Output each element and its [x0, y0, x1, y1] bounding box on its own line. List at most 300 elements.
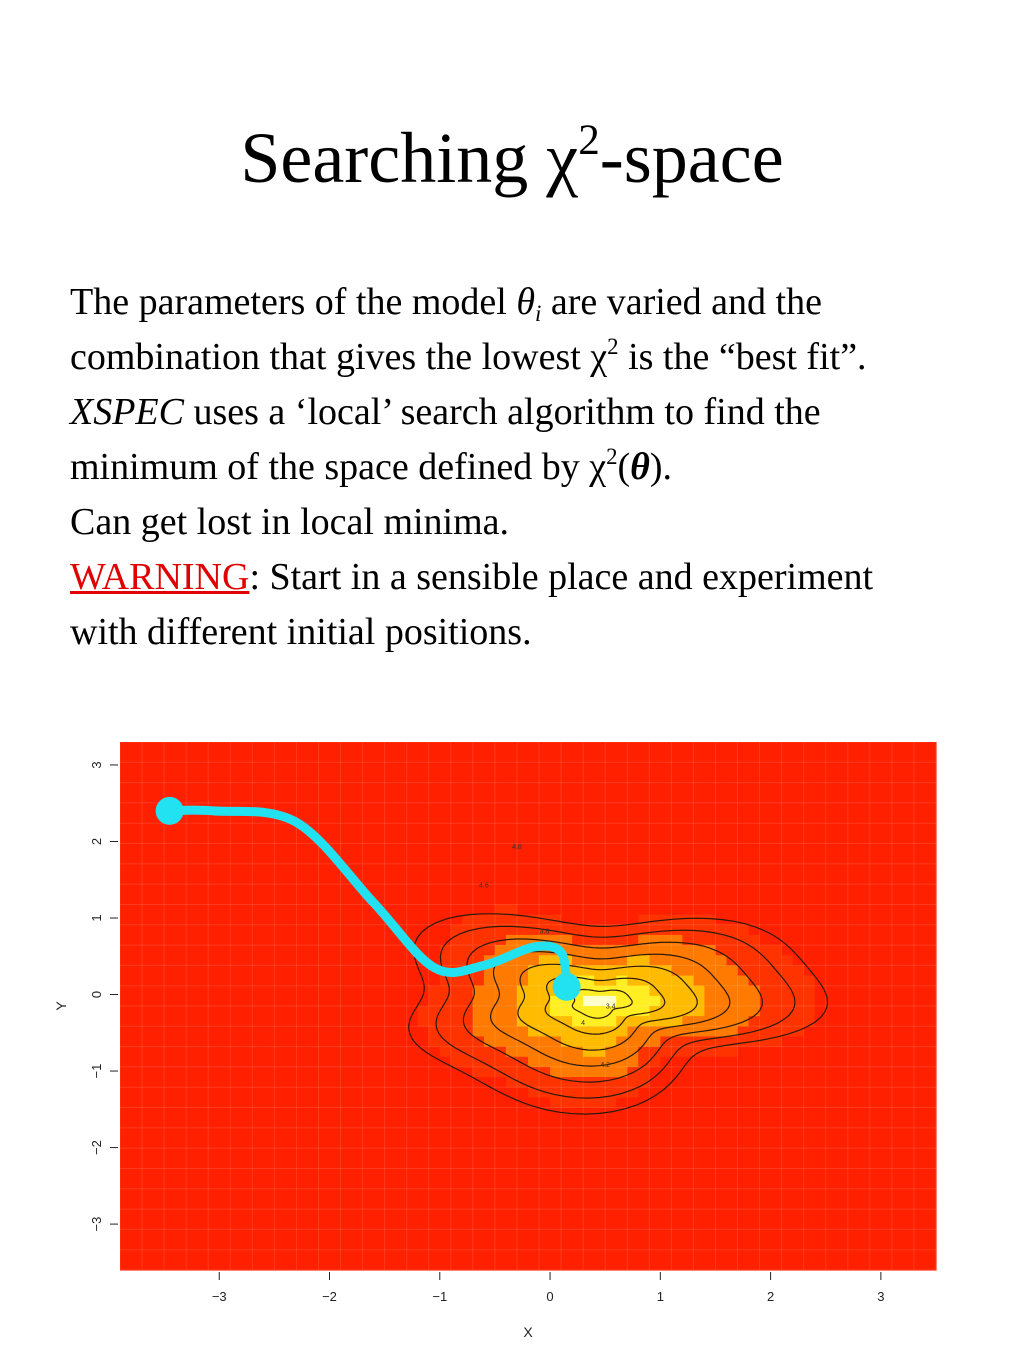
heat-cell	[429, 813, 441, 824]
heat-cell	[848, 904, 860, 915]
heat-cell	[870, 904, 882, 915]
heat-cell	[870, 1108, 882, 1119]
heat-cell	[307, 1229, 319, 1240]
heat-cell	[451, 1260, 463, 1271]
heat-cell	[925, 904, 937, 915]
y-tick-label: −2	[89, 1140, 104, 1155]
heat-cell	[396, 1128, 408, 1139]
heat-cell	[252, 1240, 264, 1251]
heat-cell	[252, 833, 264, 844]
heat-cell	[870, 884, 882, 895]
heat-cell	[738, 742, 750, 753]
heat-cell	[451, 874, 463, 885]
heat-cell	[252, 986, 264, 997]
heat-cell	[726, 1158, 738, 1169]
heat-cell	[771, 1057, 783, 1068]
heat-cell	[903, 833, 915, 844]
heat-cell	[418, 783, 430, 794]
heat-cell	[495, 772, 507, 783]
heat-cell	[771, 762, 783, 773]
heat-cell	[341, 894, 353, 905]
heat-cell	[539, 1168, 551, 1179]
heat-cell	[142, 935, 154, 946]
heat-cell	[793, 1118, 805, 1129]
heat-cell	[671, 1148, 683, 1159]
heat-cell	[352, 935, 364, 946]
heat-cell	[131, 1016, 143, 1027]
heat-cell	[142, 945, 154, 956]
heat-cell	[396, 1036, 408, 1047]
heat-cell	[374, 1209, 386, 1220]
heat-cell	[660, 976, 672, 987]
heat-cell	[848, 1016, 860, 1027]
heat-cell	[605, 1016, 617, 1027]
heat-cell	[616, 1250, 628, 1261]
heat-cell	[164, 1006, 176, 1017]
heat-cell	[120, 935, 132, 946]
heat-cell	[506, 752, 518, 763]
heat-cell	[594, 1128, 606, 1139]
heat-cell	[815, 1168, 827, 1179]
heat-cell	[693, 1057, 705, 1068]
heat-cell	[594, 1077, 606, 1088]
heat-cell	[164, 1199, 176, 1210]
heat-cell	[418, 1179, 430, 1190]
heat-cell	[616, 1148, 628, 1159]
heat-cell	[682, 884, 694, 895]
heat-cell	[671, 752, 683, 763]
heat-cell	[738, 1026, 750, 1037]
heat-cell	[892, 945, 904, 956]
heat-cell	[649, 854, 661, 865]
heat-cell	[870, 1250, 882, 1261]
heat-cell	[495, 884, 507, 895]
heat-cell	[374, 833, 386, 844]
heat-cell	[859, 742, 871, 753]
heat-cell	[208, 904, 220, 915]
heat-cell	[881, 1168, 893, 1179]
heat-cell	[330, 976, 342, 987]
heat-cell	[638, 986, 650, 997]
heat-cell	[848, 945, 860, 956]
heat-cell	[330, 1036, 342, 1047]
heat-cell	[605, 783, 617, 794]
heat-cell	[881, 752, 893, 763]
heat-cell	[715, 1138, 727, 1149]
heat-cell	[473, 1158, 485, 1169]
heat-cell	[771, 1229, 783, 1240]
heat-cell	[363, 1179, 375, 1190]
heat-cell	[925, 1240, 937, 1251]
heat-cell	[296, 752, 308, 763]
heat-cell	[528, 742, 540, 753]
heat-cell	[859, 844, 871, 855]
heat-cell	[252, 1047, 264, 1058]
heat-cell	[164, 1158, 176, 1169]
heat-cell	[230, 1006, 242, 1017]
heat-cell	[782, 1260, 794, 1271]
heat-cell	[782, 1209, 794, 1220]
heat-cell	[330, 1118, 342, 1129]
heat-cell	[583, 1250, 595, 1261]
heat-cell	[506, 813, 518, 824]
heat-cell	[771, 986, 783, 997]
heat-cell	[704, 1067, 716, 1078]
heat-cell	[495, 833, 507, 844]
heat-cell	[230, 772, 242, 783]
heat-cell	[230, 762, 242, 773]
heat-cell	[197, 915, 209, 926]
heat-cell	[837, 823, 849, 834]
heat-cell	[219, 1077, 231, 1088]
heat-cell	[352, 1179, 364, 1190]
heat-cell	[506, 793, 518, 804]
heat-cell	[374, 1219, 386, 1230]
heat-cell	[120, 1016, 132, 1027]
heat-cell	[318, 894, 330, 905]
heat-cell	[263, 844, 275, 855]
heat-cell	[726, 742, 738, 753]
heat-cell	[241, 1026, 253, 1037]
heat-cell	[550, 1229, 562, 1240]
heat-cell	[594, 915, 606, 926]
heat-cell	[341, 844, 353, 855]
heat-cell	[495, 813, 507, 824]
heat-cell	[881, 935, 893, 946]
heat-cell	[186, 823, 198, 834]
heat-cell	[881, 1097, 893, 1108]
heat-cell	[627, 1240, 639, 1251]
heat-cell	[296, 976, 308, 987]
heat-cell	[826, 986, 838, 997]
heat-cell	[307, 762, 319, 773]
heat-cell	[892, 752, 904, 763]
heat-cell	[274, 996, 286, 1007]
heat-cell	[693, 1108, 705, 1119]
heat-cell	[407, 884, 419, 895]
heat-cell	[153, 1026, 165, 1037]
heat-cell	[462, 1229, 474, 1240]
heat-cell	[859, 1229, 871, 1240]
heat-cell	[760, 976, 772, 987]
heat-cell	[208, 884, 220, 895]
heat-cell	[804, 813, 816, 824]
heat-cell	[848, 1179, 860, 1190]
heat-cell	[826, 1057, 838, 1068]
heat-cell	[583, 1087, 595, 1098]
heat-cell	[793, 1036, 805, 1047]
heat-cell	[120, 1047, 132, 1058]
heat-cell	[528, 884, 540, 895]
heat-cell	[142, 915, 154, 926]
heat-cell	[296, 1250, 308, 1261]
heat-cell	[153, 752, 165, 763]
heat-cell	[859, 1148, 871, 1159]
heat-cell	[804, 915, 816, 926]
heat-cell	[616, 1118, 628, 1129]
heat-cell	[870, 986, 882, 997]
heat-cell	[506, 1229, 518, 1240]
heat-cell	[826, 1168, 838, 1179]
heat-cell	[826, 742, 838, 753]
heat-cell	[341, 1260, 353, 1271]
heat-cell	[605, 1179, 617, 1190]
heat-cell	[804, 1250, 816, 1261]
heat-cell	[385, 742, 397, 753]
heat-cell	[274, 1006, 286, 1017]
heat-cell	[870, 1158, 882, 1169]
heat-cell	[175, 996, 187, 1007]
heat-cell	[892, 1128, 904, 1139]
heat-cell	[418, 803, 430, 814]
heat-cell	[142, 772, 154, 783]
heat-cell	[263, 945, 275, 956]
heat-cell	[197, 762, 209, 773]
heat-cell	[837, 762, 849, 773]
heat-cell	[583, 1199, 595, 1210]
heat-cell	[760, 965, 772, 976]
heat-cell	[142, 793, 154, 804]
heat-cell	[175, 955, 187, 966]
heat-cell	[660, 1097, 672, 1108]
heat-cell	[307, 1199, 319, 1210]
heat-cell	[815, 813, 827, 824]
heat-cell	[914, 1067, 926, 1078]
heat-cell	[363, 762, 375, 773]
heat-cell	[583, 965, 595, 976]
heat-cell	[495, 1006, 507, 1017]
heat-cell	[726, 1087, 738, 1098]
heat-cell	[704, 915, 716, 926]
heat-cell	[341, 823, 353, 834]
heat-cell	[561, 1097, 573, 1108]
heat-cell	[627, 772, 639, 783]
heat-cell	[826, 1138, 838, 1149]
heat-cell	[208, 1158, 220, 1169]
heat-cell	[186, 976, 198, 987]
heat-cell	[638, 823, 650, 834]
heat-cell	[848, 1097, 860, 1108]
heat-cell	[815, 1240, 827, 1251]
heat-cell	[594, 874, 606, 885]
heat-cell	[583, 1138, 595, 1149]
heat-cell	[782, 1240, 794, 1251]
heat-cell	[881, 894, 893, 905]
heat-cell	[219, 1057, 231, 1068]
heat-cell	[638, 854, 650, 865]
heat-cell	[693, 1229, 705, 1240]
heat-cell	[363, 965, 375, 976]
heat-cell	[208, 772, 220, 783]
heat-cell	[782, 1158, 794, 1169]
heat-cell	[782, 1168, 794, 1179]
heat-cell	[738, 996, 750, 1007]
heat-cell	[153, 874, 165, 885]
heat-cell	[760, 772, 772, 783]
heat-cell	[418, 874, 430, 885]
heat-cell	[407, 986, 419, 997]
heat-cell	[473, 1138, 485, 1149]
heat-cell	[859, 996, 871, 1007]
heat-cell	[870, 1189, 882, 1200]
heat-cell	[638, 1138, 650, 1149]
heat-cell	[793, 945, 805, 956]
heat-cell	[164, 915, 176, 926]
heat-cell	[892, 783, 904, 794]
heat-cell	[252, 1036, 264, 1047]
heat-cell	[704, 823, 716, 834]
heat-cell	[429, 1057, 441, 1068]
heat-cell	[285, 1108, 297, 1119]
heat-cell	[749, 1209, 761, 1220]
heat-cell	[804, 996, 816, 1007]
heat-cell	[307, 1179, 319, 1190]
heat-cell	[660, 1229, 672, 1240]
heat-cell	[396, 1250, 408, 1261]
heat-cell	[341, 783, 353, 794]
heat-cell	[175, 1219, 187, 1230]
x-axis-title: X	[523, 1324, 533, 1340]
heat-cell	[440, 1148, 452, 1159]
heat-cell	[385, 762, 397, 773]
heat-cell	[285, 1138, 297, 1149]
heat-cell	[561, 1260, 573, 1271]
heat-cell	[318, 1229, 330, 1240]
heat-cell	[837, 1189, 849, 1200]
heat-cell	[186, 1229, 198, 1240]
heat-cell	[892, 1260, 904, 1271]
heat-cell	[164, 1148, 176, 1159]
heat-cell	[715, 833, 727, 844]
heat-cell	[749, 935, 761, 946]
heat-cell	[682, 965, 694, 976]
heat-cell	[307, 783, 319, 794]
heat-cell	[241, 1047, 253, 1058]
heat-cell	[771, 904, 783, 915]
heat-cell	[197, 1057, 209, 1068]
heat-cell	[925, 1108, 937, 1119]
heat-cell	[660, 894, 672, 905]
heat-cell	[307, 752, 319, 763]
heat-cell	[550, 1199, 562, 1210]
heat-cell	[296, 1006, 308, 1017]
heat-cell	[914, 1219, 926, 1230]
heat-cell	[848, 1168, 860, 1179]
heat-cell	[682, 1209, 694, 1220]
heat-cell	[738, 1108, 750, 1119]
heat-cell	[539, 1118, 551, 1129]
heat-cell	[341, 1026, 353, 1037]
heat-cell	[407, 823, 419, 834]
heat-cell	[572, 904, 584, 915]
heat-cell	[881, 1138, 893, 1149]
x-tick-label: 1	[656, 1289, 664, 1304]
heat-cell	[374, 844, 386, 855]
heat-cell	[429, 1189, 441, 1200]
heat-cell	[164, 965, 176, 976]
heat-cell	[418, 1077, 430, 1088]
heat-cell	[793, 1067, 805, 1078]
heat-cell	[230, 823, 242, 834]
heat-cell	[738, 844, 750, 855]
heat-cell	[396, 986, 408, 997]
heat-cell	[682, 823, 694, 834]
heat-cell	[738, 1229, 750, 1240]
heat-cell	[903, 1118, 915, 1129]
heat-cell	[638, 833, 650, 844]
heat-cell	[352, 955, 364, 966]
heat-cell	[760, 1158, 772, 1169]
heat-cell	[307, 1189, 319, 1200]
heat-cell	[451, 1057, 463, 1068]
heat-cell	[131, 793, 143, 804]
heat-cell	[495, 793, 507, 804]
heat-cell	[142, 1260, 154, 1271]
heat-cell	[583, 813, 595, 824]
heat-cell	[385, 996, 397, 1007]
heat-cell	[903, 1219, 915, 1230]
heat-cell	[462, 1036, 474, 1047]
heat-cell	[550, 1260, 562, 1271]
heat-cell	[175, 1209, 187, 1220]
heat-cell	[572, 1179, 584, 1190]
heat-cell	[848, 844, 860, 855]
heat-cell	[429, 996, 441, 1007]
heat-cell	[771, 1199, 783, 1210]
heat-cell	[263, 1209, 275, 1220]
heat-cell	[726, 783, 738, 794]
heat-cell	[782, 1189, 794, 1200]
heat-cell	[263, 1057, 275, 1068]
heat-cell	[219, 844, 231, 855]
heat-cell	[870, 803, 882, 814]
heat-cell	[120, 1260, 132, 1271]
heat-cell	[704, 1026, 716, 1037]
heat-cell	[208, 1057, 220, 1068]
heat-cell	[462, 1189, 474, 1200]
heat-cell	[429, 884, 441, 895]
heat-cell	[804, 1047, 816, 1058]
heat-cell	[771, 1006, 783, 1017]
heat-cell	[318, 864, 330, 875]
heat-cell	[175, 1199, 187, 1210]
heat-cell	[616, 1199, 628, 1210]
heat-cell	[462, 915, 474, 926]
heat-cell	[263, 1179, 275, 1190]
heat-cell	[826, 1158, 838, 1169]
heat-cell	[749, 915, 761, 926]
heat-cell	[815, 945, 827, 956]
heat-cell	[285, 955, 297, 966]
heat-cell	[793, 894, 805, 905]
heat-cell	[451, 742, 463, 753]
heat-cell	[837, 1148, 849, 1159]
heat-cell	[473, 1067, 485, 1078]
heat-cell	[429, 1006, 441, 1017]
heat-cell	[186, 1158, 198, 1169]
heat-cell	[804, 1158, 816, 1169]
heat-cell	[903, 1168, 915, 1179]
heat-cell	[848, 1006, 860, 1017]
heat-cell	[594, 1148, 606, 1159]
heat-cell	[396, 742, 408, 753]
heat-cell	[241, 1260, 253, 1271]
heat-cell	[892, 884, 904, 895]
heat-cell	[726, 803, 738, 814]
heat-cell	[594, 965, 606, 976]
heat-cell	[407, 1067, 419, 1078]
heat-cell	[782, 955, 794, 966]
